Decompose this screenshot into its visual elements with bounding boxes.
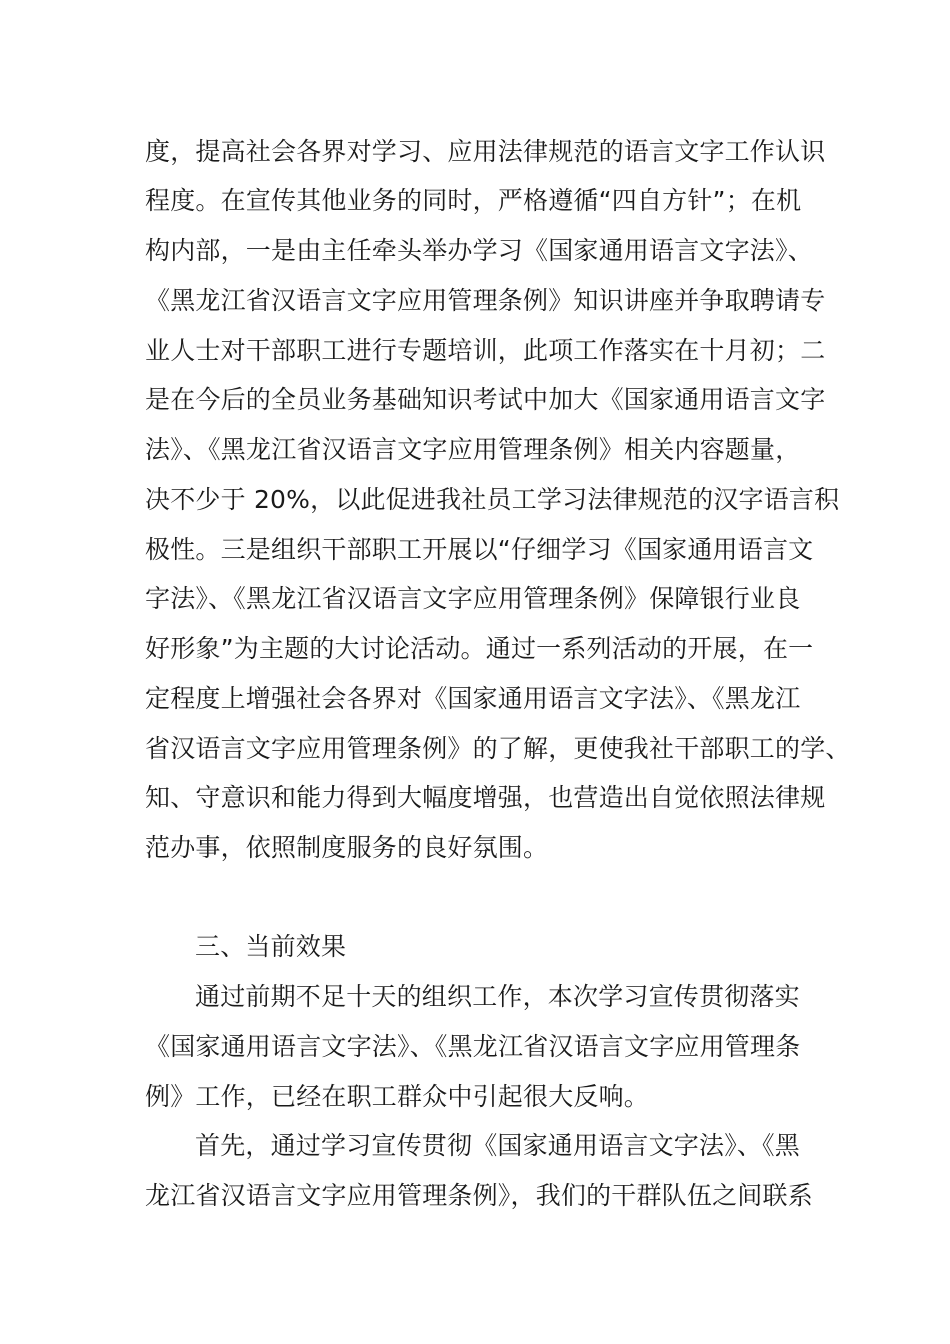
- text-line: 例》工作，已经在职工群众中引起很大反响。: [145, 1082, 650, 1111]
- text-line: 业人士对干部职工进行专题培训，此项工作落实在十月初；二: [145, 336, 826, 365]
- text-line: 是在今后的全员业务基础知识考试中加大《国家通用语言文字: [145, 385, 826, 414]
- text-line: 龙江省汉语言文字应用管理条例》，我们的干群队伍之间联系: [145, 1181, 813, 1210]
- text-line: 决不少于 20%，以此促进我社员工学习法律规范的汉字语言积: [145, 485, 840, 514]
- text-line: 范办事，依照制度服务的良好氛围。: [145, 833, 549, 862]
- text-line: 通过前期不足十天的组织工作，本次学习宣传贯彻落实: [195, 982, 800, 1011]
- text-line: 程度。在宣传其他业务的同时，严格遵循“四自方针”；在机: [145, 186, 802, 215]
- text-line: 定程度上增强社会各界对《国家通用语言文字法》、《黑龙江: [145, 684, 801, 713]
- text-line: 好形象”为主题的大讨论活动。通过一系列活动的开展，在一: [145, 634, 814, 663]
- text-line: 法》、《黑龙江省汉语言文字应用管理条例》相关内容题量，: [145, 435, 801, 464]
- text-line: 首先，通过学习宣传贯彻《国家通用语言文字法》、《黑: [195, 1131, 801, 1160]
- text-line: 省汉语言文字应用管理条例》的了解，更使我社干部职工的学、: [145, 734, 851, 763]
- text-line: 度，提高社会各界对学习、应用法律规范的语言文字工作认识: [145, 137, 826, 166]
- text-line: 字法》、《黑龙江省汉语言文字应用管理条例》保障银行业良: [145, 584, 801, 613]
- section-heading: 三、当前效果: [195, 932, 347, 961]
- text-line: 知、守意识和能力得到大幅度增强，也营造出自觉依照法律规: [145, 783, 826, 812]
- text-line: 《黑龙江省汉语言文字应用管理条例》知识讲座并争取聘请专: [145, 286, 826, 315]
- text-line: 构内部，一是由主任牵头举办学习《国家通用语言文字法》、: [145, 236, 813, 265]
- text-line: 《国家通用语言文字法》、《黑龙江省汉语言文字应用管理条: [145, 1032, 801, 1061]
- text-line: 极性。三是组织干部职工开展以“仔细学习《国家通用语言文: [145, 535, 814, 564]
